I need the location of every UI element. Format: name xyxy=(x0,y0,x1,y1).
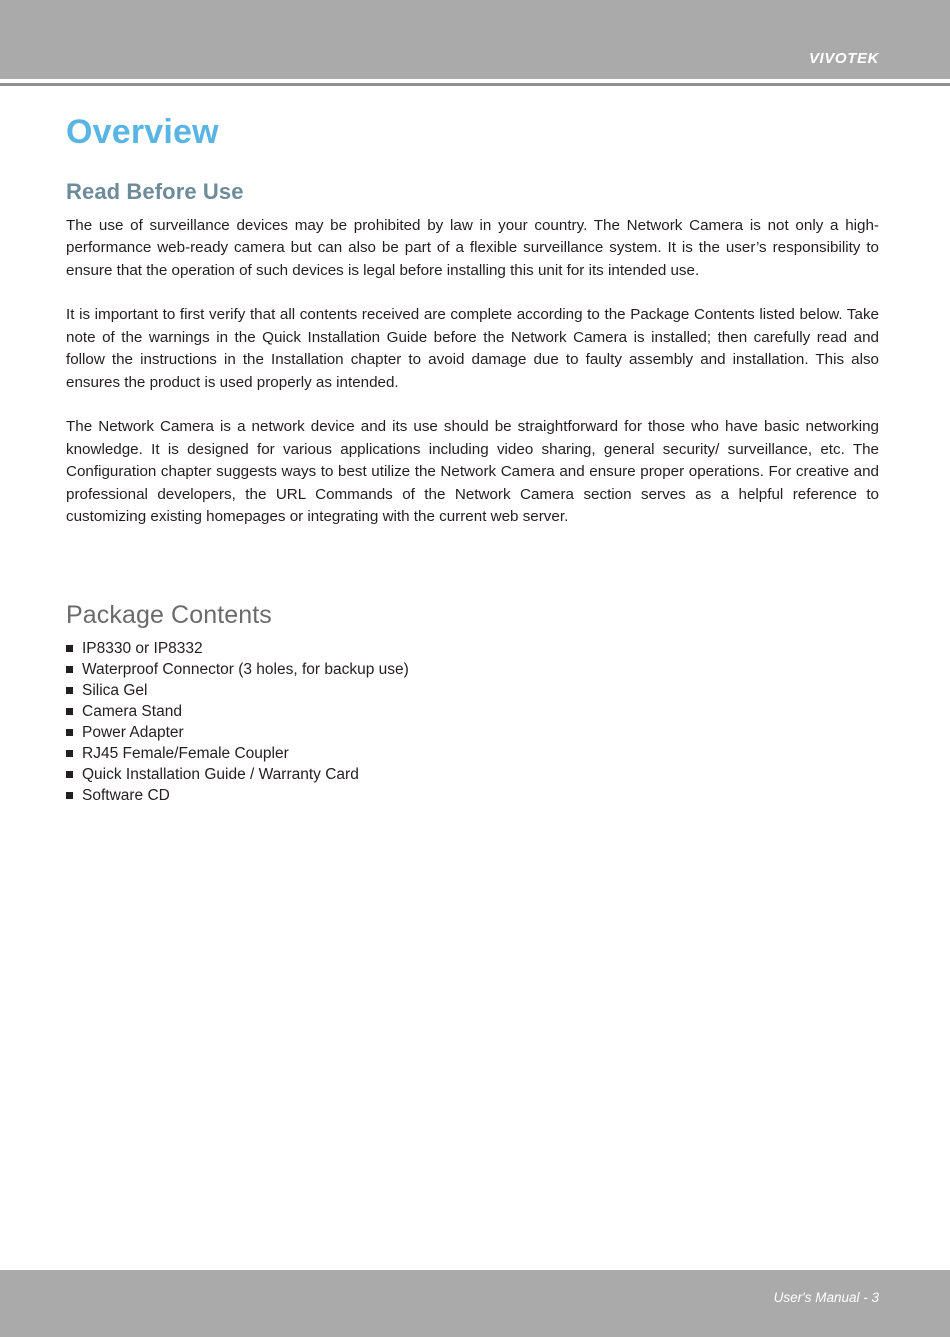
square-bullet-icon xyxy=(66,645,73,652)
list-item xyxy=(66,680,879,701)
list-item xyxy=(66,743,879,764)
square-bullet-icon xyxy=(66,792,73,799)
square-bullet-icon xyxy=(66,729,73,736)
package-contents-list xyxy=(66,638,879,806)
square-bullet-icon xyxy=(66,666,73,673)
square-bullet-icon xyxy=(66,771,73,778)
list-item xyxy=(66,659,879,680)
page-header-band xyxy=(0,0,950,79)
section-heading-package-contents: Package Contents xyxy=(66,600,272,629)
list-item-label: IP8330 or IP8332 xyxy=(82,639,203,657)
list-item xyxy=(66,785,879,806)
list-item-label: Quick Installation Guide / Warranty Card xyxy=(82,765,359,783)
list-item-label: Silica Gel xyxy=(82,681,148,699)
paragraph-1: The use of surveillance devices may be prohibited by law in your country. The Network Camera is not only a high-performance web-ready camera but can also be part of a flexible surveillance system. It is the user’s responsibility to ensure that the operation of such devices is legal before installing this unit for its intended use. xyxy=(66,216,879,279)
brand-logo-text: VIVOTEK xyxy=(808,50,879,67)
list-item-label: Software CD xyxy=(82,786,170,804)
paragraph-3: The Network Camera is a network device and its use should be straightforward for those who have basic networking knowledge. It is designed for various applications including video sharing, general security/ surveillance, etc. The Configuration chapter suggests ways to best utilize the Network Camera and ensure proper operations. For creative and professional developers, the URL Commands of the Network Camera section serves as a helpful reference to customizing existing homepages or integrating with the current web server. xyxy=(66,418,879,526)
list-item xyxy=(66,764,879,785)
square-bullet-icon xyxy=(66,750,73,757)
square-bullet-icon xyxy=(66,687,73,694)
square-bullet-icon xyxy=(66,708,73,715)
list-item-label: RJ45 Female/Female Coupler xyxy=(82,744,289,762)
page-content xyxy=(66,112,879,806)
list-item-label: Waterproof Connector (3 holes, for backup use) xyxy=(82,660,409,678)
page-number-label: User's Manual - 3 xyxy=(773,1290,879,1305)
list-item xyxy=(66,722,879,743)
paragraph-2: It is important to first verify that all contents received are complete according to the Package Contents listed below. Take note of the warnings in the Quick Installation Guide before the Network Camera is installed; then carefully read and follow the instructions in the Installation chapter to avoid damage due to faulty assembly and installation. This also ensures the product is used properly as intended. xyxy=(66,306,879,391)
list-item xyxy=(66,638,879,659)
list-item xyxy=(66,701,879,722)
page-title: Overview xyxy=(66,113,219,151)
list-item-label: Camera Stand xyxy=(82,702,182,720)
header-divider xyxy=(0,83,950,86)
section-heading-read-before-use: Read Before Use xyxy=(66,178,244,204)
list-item-label: Power Adapter xyxy=(82,723,184,741)
